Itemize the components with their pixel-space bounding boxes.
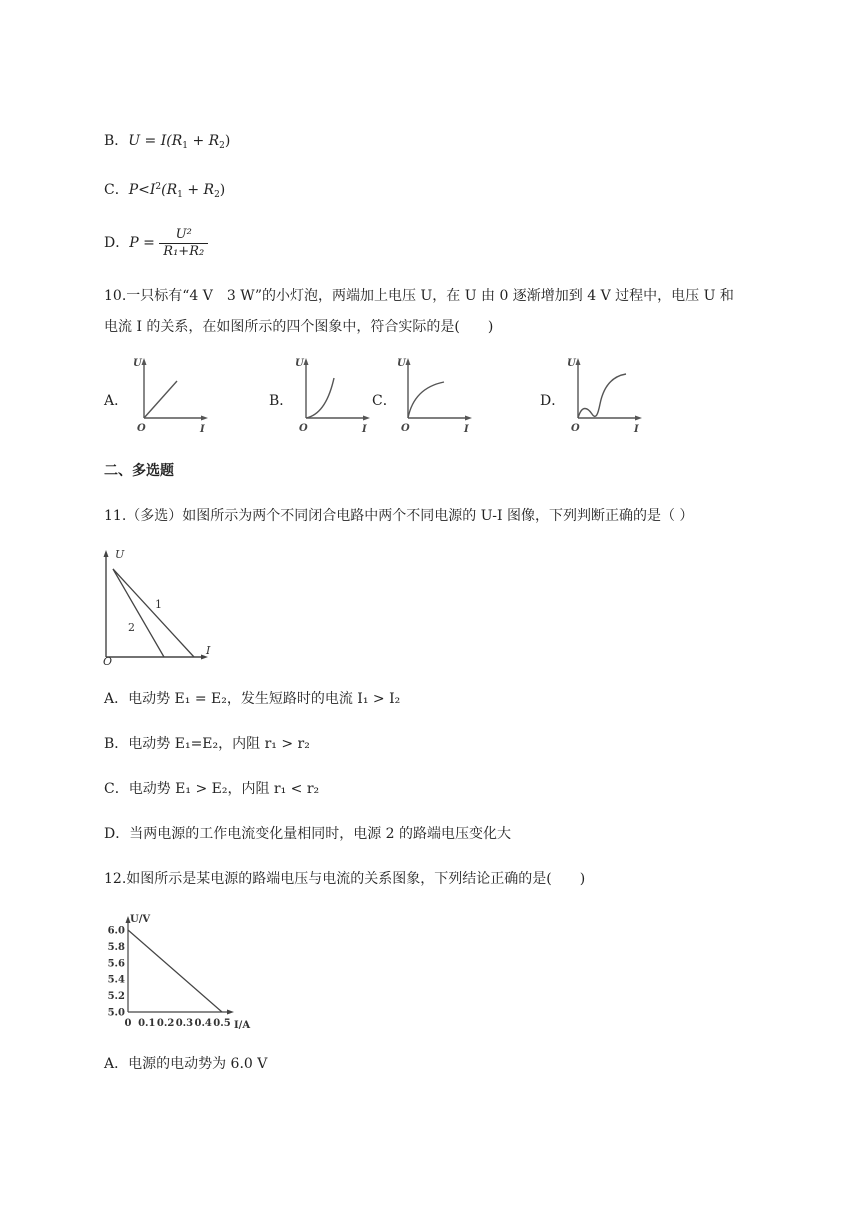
- y-tick-label: 5.4: [107, 974, 125, 986]
- q10-stem-line2: 电流 I 的关系，在如图所示的四个图象中，符合实际的是( ): [104, 319, 494, 335]
- q10-label-d: D．: [540, 393, 566, 409]
- q11-option-d: D．当两电源的工作电流变化量相同时，电源 2 的路端电压变化大: [104, 826, 512, 842]
- q9-option-d: D．P = $\frac{\text{U²}}{\text{R₁+R₂}}$: [104, 226, 208, 260]
- section-heading: 二、多选题: [104, 463, 174, 479]
- q11-stem: 11.（多选）如图所示为两个不同闭合电路中两个不同电源的 U-I 图像，下列判断正确的是（ ）: [104, 508, 694, 524]
- origin-label: O: [401, 423, 410, 434]
- q10-label-a: A．: [104, 393, 129, 409]
- y-tick-label: 5.6: [107, 958, 125, 970]
- line-1-label: 1: [155, 598, 162, 611]
- q12-option-a: A．电源的电动势为 6.0 V: [104, 1056, 268, 1072]
- i-label: I: [634, 424, 639, 434]
- line-2: [113, 569, 164, 657]
- origin-label: O: [571, 423, 580, 434]
- y-tick-label: 5.8: [107, 941, 125, 953]
- line-2-label: 2: [128, 621, 135, 634]
- u-arrow: [406, 358, 411, 365]
- u-arrow: [304, 358, 309, 365]
- ui-curve: [306, 378, 334, 418]
- u-arrow: [142, 358, 147, 365]
- x-tick-label: 0.4: [194, 1018, 212, 1029]
- q9-option-b: B．$U = I(R_1 + R_2)$: [104, 133, 231, 151]
- line-1: [113, 569, 194, 657]
- u-label: U: [133, 358, 142, 369]
- i-label: I: [206, 644, 211, 657]
- x-axis-label: I/A: [234, 1020, 251, 1031]
- x-tick-label: 0: [124, 1018, 132, 1029]
- q12-chart: [100, 908, 262, 1032]
- q12-stem: 12.如图所示是某电源的路端电压与电流的关系图象，下列结论正确的是( ): [104, 871, 586, 887]
- q10-graph-d: [564, 356, 646, 434]
- ui-curve: [408, 382, 444, 418]
- u-label: U: [567, 358, 576, 369]
- u-label: U: [115, 548, 125, 561]
- q10-label-b: B．: [269, 393, 294, 409]
- i-label: I: [200, 424, 205, 434]
- q11-option-c: C．电动势 E₁ > E₂，内阻 r₁ < r₂: [104, 781, 320, 797]
- u-label: U: [397, 358, 406, 369]
- q9-option-c: C．$P<I^2(R_1 + R_2)$: [104, 182, 226, 200]
- q11-option-b: B．电动势 E₁=E₂，内阻 r₁ > r₂: [104, 736, 310, 752]
- q11-graph: [98, 546, 220, 668]
- u-arrow: [576, 358, 581, 365]
- x-tick-label: 0.1: [138, 1018, 156, 1029]
- i-label: I: [464, 424, 469, 434]
- q11-option-a: A．电动势 E₁ = E₂，发生短路时的电流 I₁ > I₂: [104, 691, 401, 707]
- u-arrow: [104, 550, 109, 557]
- origin-label: O: [137, 423, 146, 434]
- ui-curve: [144, 381, 177, 418]
- i-arrow: [465, 416, 472, 421]
- y-tick-label: 5.2: [107, 991, 125, 1003]
- x-tick-label: 0.5: [213, 1018, 231, 1029]
- q10-graph-c: [394, 356, 476, 434]
- u-label: U: [295, 358, 304, 369]
- i-arrow: [363, 416, 370, 421]
- y-tick-label: 6.0: [107, 925, 125, 937]
- origin-label: O: [299, 423, 308, 434]
- i-arrow: [201, 416, 208, 421]
- y-tick-label: 5.0: [107, 1007, 125, 1019]
- q10-graph-b: [292, 356, 374, 434]
- ui-curve: [578, 374, 626, 418]
- y-axis-label: U/V: [130, 914, 151, 925]
- q10-graph-a: [130, 356, 212, 434]
- x-tick-label: 0.2: [156, 1018, 175, 1029]
- origin-label: O: [103, 655, 113, 668]
- ui-line: [128, 930, 222, 1012]
- i-arrow: [635, 416, 642, 421]
- i-label: I: [362, 424, 367, 434]
- x-tick-label: 0.3: [175, 1018, 194, 1029]
- q10-label-c: C．: [372, 393, 397, 409]
- q10-stem-line1: 10.一只标有“4 V 3 W”的小灯泡，两端加上电压 U，在 U 由 0 逐渐增加到 4 V 过程中，电压 U 和: [104, 288, 734, 304]
- x-arrow: [227, 1010, 234, 1015]
- fraction: $\frac{\text{U²}}{\text{R₁+R₂}}$: [159, 227, 208, 260]
